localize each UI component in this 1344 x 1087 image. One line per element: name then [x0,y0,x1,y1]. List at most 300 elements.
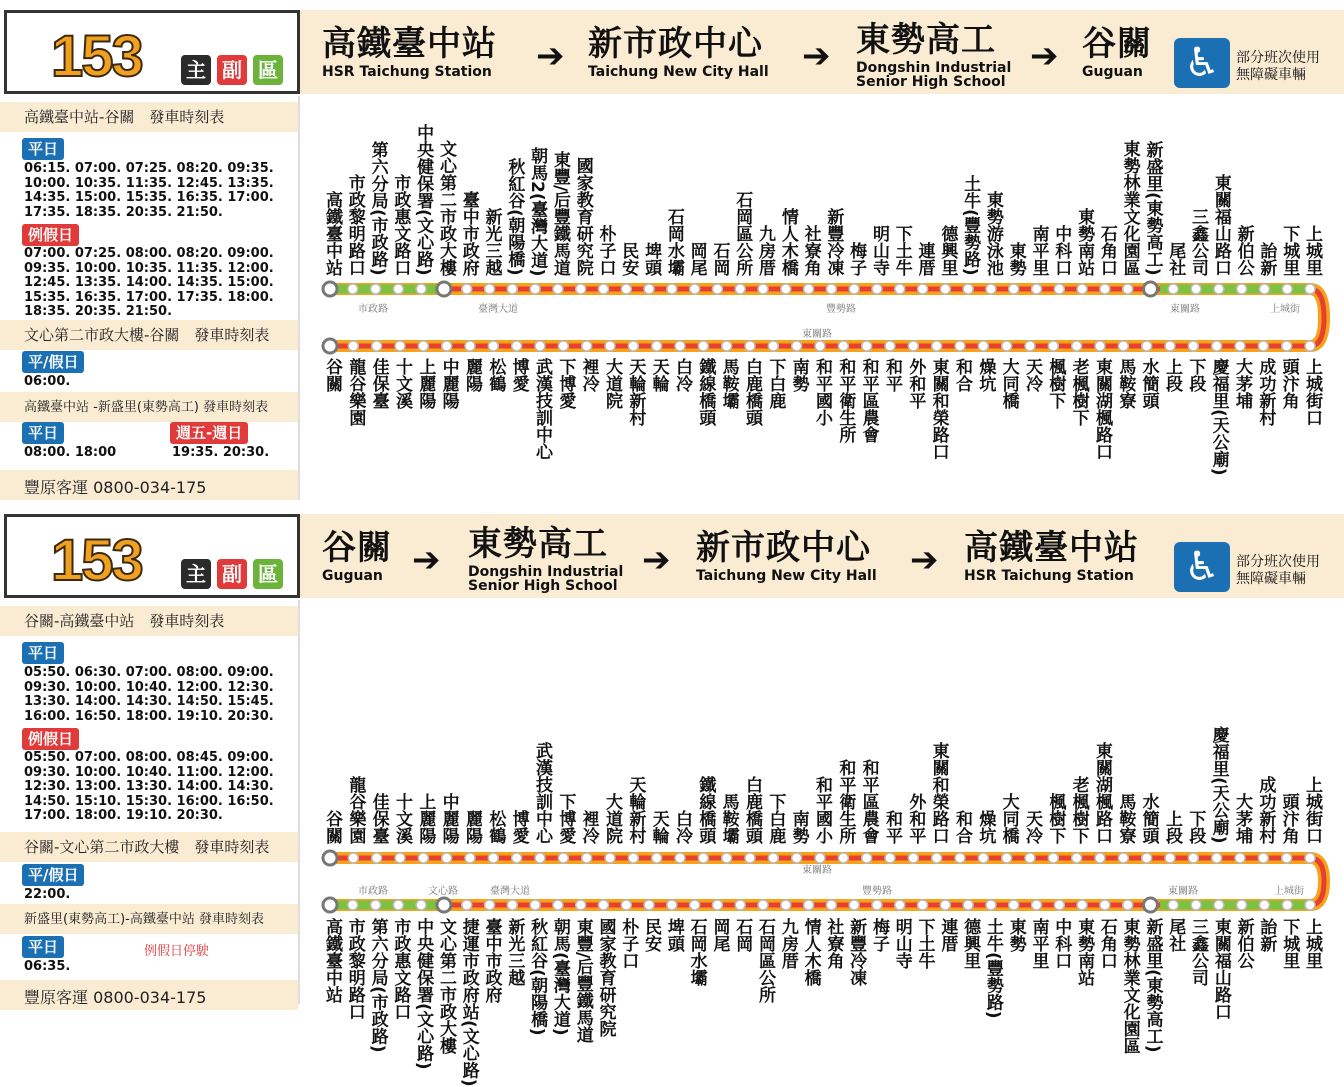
stop-label: 南平里 [1028,225,1049,276]
stop-dot [792,341,802,351]
wheelchair-icon: ♿ [1174,38,1230,88]
stop-dot [418,341,428,351]
stop-dot [1072,341,1082,351]
stop-dot [1188,341,1198,351]
stop-label: 白冷 [672,358,692,392]
all-days-badge: 平/假日 [22,351,84,373]
stop-label: 馬鞍寮 [1115,793,1136,844]
timetable-panel-outbound [0,0,1344,504]
stop-label: 成功新村 [1255,776,1276,844]
stop-dot [1214,284,1224,294]
stop-dot [1123,900,1133,910]
stop-label: 上段 [1162,358,1182,392]
stop-label: 新光三越 [504,918,525,986]
stop-label: 梅子 [868,918,889,952]
stop-dot [735,284,745,294]
weekday-times: 06:15. 07:00. 07:25. 08:20. 09:35. 10:00. 10:35. 11:35. 12:45. 13:35. 14:35. 15:00. 15:35. 16:35. 17:00. 17:35. 18:35. 20:35. 21:50. [24,161,274,220]
stop-dot [792,853,802,863]
stop-label: 燥坑 [975,358,996,392]
stop-label: 裡冷 [578,358,599,392]
stop-dot [955,341,965,351]
stop-label: 秋紅谷(朝陽橋) [527,918,548,1036]
stop-label: 秋紅谷(朝陽橋) [504,158,525,276]
stop-dot [652,341,662,351]
weekday-badge: 平日 [22,422,64,444]
stop-label: 上麗陽 [415,358,436,409]
holiday-times: 07:00. 07:25. 08:00. 08:20. 09:00. 09:35. 10:00. 10:35. 11:35. 12:00. 12:45. 13:35. 14:00. 14:35. 15:00. 15:35. 16:35. 17:00. 17:35. 18:00. 18:35. 20:35. 21:50. [24,246,274,320]
stop-dot [1025,853,1035,863]
stop-label: 明山寺 [891,918,912,969]
stop-label: 東勢游泳池 [982,191,1003,276]
stop-label: 東關和榮路口 [928,358,949,460]
stop-dot [621,284,631,294]
stop-label: 市政黎明路口 [344,918,365,1020]
timetable-sidebar [0,96,300,500]
stop-dot [1168,900,1178,910]
stop-label: 下白鹿 [765,793,786,844]
stop-dot [598,900,608,910]
header-stop-1: 高鐵臺中站 HSR Taichung Station [322,24,497,80]
stop-label: 新盛里(東勢高工) [1142,141,1163,276]
stop-label: 松鶴 [485,810,506,844]
stop-dot [698,341,708,351]
route-logo [4,514,300,598]
stop-label: 下段 [1185,358,1206,392]
stop-label: 市政黎明路口 [344,174,365,276]
stop-dot [667,284,677,294]
stop-label: 馬鞍寮 [1115,358,1136,409]
stop-dot [1235,853,1245,863]
stop-dot [1032,284,1042,294]
stop-dot [690,900,700,910]
stop-label: 東勢林業文化園區 [1119,918,1140,1054]
stop-label: 鐵線橋頭 [695,776,716,844]
stop-label: 臺中市政府 [481,918,502,1003]
stop-label: 新豐冷凍 [823,208,844,276]
stop-dot [393,284,403,294]
stop-dot [908,853,918,863]
stop-label: 頭汴角 [1278,793,1299,844]
stop-dot [838,853,848,863]
stop-dot [758,900,768,910]
stop-dot [1214,900,1224,910]
stop-label: 博愛 [508,810,529,844]
stop-label: 成功新村 [1255,358,1276,426]
stop-label: 東關福山路口 [1210,174,1231,276]
stop-dot [1259,900,1269,910]
stop-dot [395,853,405,863]
stop-dot [862,341,872,351]
stop-dot [722,853,732,863]
stop-dot [918,284,928,294]
stop-dot [849,900,859,910]
road-label: 臺灣大道 [490,886,530,897]
stop-label: 武漢技訓中心 [532,358,552,460]
arrow-icon: ➔ [536,36,565,76]
stop-label: 和平 [882,358,902,392]
stop-label: 和平國小 [812,358,832,426]
stop-dot [323,898,337,912]
stop-dot [781,284,791,294]
stop-dot [1118,341,1128,351]
stop-label: 慶福里(天公廟) [1208,726,1229,844]
tag-sub: 副 [217,55,247,85]
stop-dot [465,341,475,351]
fri-sun-times: 19:35. 20:30. [172,445,270,460]
stop-label: 下段 [1185,810,1206,844]
stop-label: 朴子口 [595,225,616,276]
stop-label: 中央健保署(文心路) [413,124,434,276]
stop-dot [872,900,882,910]
stop-dot [1165,341,1175,351]
stop-dot [1009,284,1019,294]
header-stop-2: 東勢高工 Dongshin Industrial Senior High School [468,524,624,594]
tag-zone: 區 [253,559,283,589]
stop-label: 大茅埔 [1232,358,1252,409]
stop-dot [371,284,381,294]
stop-dot [1212,341,1222,351]
stop-dot [1100,284,1110,294]
timetable-panel-inbound [0,504,1344,1087]
route-header [300,514,1344,598]
stop-dot [1235,341,1245,351]
stop-dot [862,853,872,863]
stop-dot [1191,900,1201,910]
stop-label: 松鶴 [485,358,506,392]
stop-dot [745,853,755,863]
stop-label: 文心第二市政大樓 [435,918,456,1054]
stop-label: 谷關 [322,358,342,392]
stop-dot [442,341,452,351]
stop-label: 石岡 [709,242,730,276]
stop-dot [955,853,965,863]
arrow-icon: ➔ [1030,36,1059,76]
header-stop-2: 新市政中心 Taichung New City Hall [588,24,769,80]
stop-label: 尾社 [1165,918,1186,952]
stop-label: 國家教育研究院 [572,157,593,276]
stop-dot [558,853,568,863]
stop-label: 高鐵臺中站 [322,918,342,1003]
stop-label: 新伯公 [1233,918,1254,969]
stop-label: 石岡區公所 [732,191,753,276]
stop-dot [1188,853,1198,863]
stop-label: 燥坑 [975,810,996,844]
stop-dot [1305,284,1315,294]
stop-dot [465,853,475,863]
stop-dot [488,341,498,351]
stop-dot [530,900,540,910]
stop-label: 朴子口 [618,918,639,969]
stop-dot [371,900,381,910]
stop-label: 石角口 [1096,918,1117,969]
stop-label: 上城里 [1302,918,1322,969]
route-line-svg [300,96,1344,500]
stop-label: 中麗陽 [438,793,459,844]
stop-label: 老楓樹下 [1068,358,1089,426]
stop-label: 三鑫公司 [1188,208,1209,276]
stop-dot [1282,341,1292,351]
stop-dot [598,284,608,294]
stop-label: 白冷 [672,810,692,844]
stop-dot [940,284,950,294]
stop-label: 上麗陽 [415,793,436,844]
stop-dot [437,282,451,296]
stop-dot [1048,853,1058,863]
stop-label: 埤頭 [663,918,684,952]
stop-label: 三鑫公司 [1188,918,1209,986]
stop-dot [652,853,662,863]
route-logo [4,10,300,94]
stop-label: 麗陽 [462,810,482,844]
stop-label: 民安 [641,918,662,952]
stop-label: 天輪 [648,358,669,392]
stop-dot [582,853,592,863]
stop-dot [1305,900,1315,910]
stop-dot [507,284,517,294]
stop-label: 白鹿橋頭 [742,358,762,426]
stop-label: 和合 [952,358,972,392]
stop-dot [963,284,973,294]
section-title: 谷關-文心第二市政大樓 發車時刻表 [0,832,298,862]
stop-dot [1095,853,1105,863]
stop-label: 詒新 [1256,242,1277,276]
stop-dot [1142,853,1152,863]
stop-label: 龍谷樂園 [345,358,366,426]
stop-label: 下土牛 [891,225,912,276]
stop-dot [690,284,700,294]
stop-dot [644,284,654,294]
stop-label: 朝馬2(臺灣大道) [527,146,548,276]
stop-dot [393,900,403,910]
stop-dot [826,900,836,910]
stop-label: 和平國小 [812,776,832,844]
stop-dot [462,284,472,294]
header-stop-1: 谷關 Guguan [322,528,392,584]
stop-label: 岡尾 [686,242,707,276]
stop-label: 天冷 [1022,810,1042,844]
stop-label: 東勢南站 [1074,918,1095,986]
stop-label: 東關湖楓路口 [1092,358,1112,460]
stop-label: 佳保臺 [368,793,389,844]
stop-dot [605,853,615,863]
stop-label: 國家教育研究院 [595,918,616,1037]
stop-dot [1258,341,1268,351]
section-title: 新盛里(東勢高工)-高鐵臺中站 發車時刻表 [0,904,298,934]
stop-label: 南勢 [788,358,809,392]
stop-dot [485,900,495,910]
weekday-times: 05:50. 06:30. 07:00. 08:00. 09:00. 09:30. 10:00. 10:40. 12:00. 12:30. 13:30. 14:00. 14:30. 14:50. 15:45. 16:00. 16:50. 18:00. 19:10. 20:30. [24,665,274,724]
stop-label: 和平區農會 [858,358,879,443]
fri-sun-badge: 週五-週日 [170,422,248,444]
stop-dot [675,341,685,351]
stop-label: 水簡頭 [1138,793,1159,844]
stop-label: 新豐冷凍 [846,918,867,986]
stop-label: 下城里 [1279,918,1300,969]
stop-dot [1305,341,1315,351]
route-number: 153 [51,528,142,593]
stop-label: 中央健保署(文心路) [413,918,434,1070]
stop-label: 石岡水壩 [663,208,684,276]
stop-label: 石角口 [1096,225,1117,276]
stop-label: 東勢林業文化園區 [1119,140,1140,276]
stop-label: 和合 [952,810,972,844]
arrow-icon: ➔ [412,540,441,580]
stop-dot [628,341,638,351]
stop-dot [1237,900,1247,910]
stop-label: 上城街口 [1302,358,1322,426]
stop-label: 佳保臺 [368,358,389,409]
stop-dot [849,284,859,294]
weekday-times: 06:35. [24,959,71,974]
stop-dot [1142,341,1152,351]
stop-label: 大同橋 [998,793,1019,844]
stop-label: 埤頭 [641,242,662,276]
road-label: 市政路 [358,886,388,897]
stop-dot [1282,900,1292,910]
stop-dot [838,341,848,351]
stop-dot [512,341,522,351]
stop-label: 捷運市政府站(文心路) [458,918,479,1087]
stop-dot [722,341,732,351]
stop-dot [1032,900,1042,910]
stop-dot [932,341,942,351]
stop-label: 博愛 [508,358,529,392]
stop-dot [323,339,337,353]
stop-dot [372,853,382,863]
stop-dot [1009,900,1019,910]
stop-dot [667,900,677,910]
road-label: 上城街 [1274,886,1304,897]
stop-label: 高鐵臺中站 [322,191,342,276]
stop-dot [1072,853,1082,863]
stop-dot [416,900,426,910]
stop-dot [582,341,592,351]
stop-label: 詒新 [1256,918,1277,952]
stop-label: 楓樹下 [1045,358,1066,409]
stop-dot [932,853,942,863]
stop-label: 下白鹿 [765,358,786,409]
stop-label: 十文溪 [392,793,412,844]
stop-dot [804,900,814,910]
stop-label: 東關福山路口 [1210,918,1231,1020]
stop-label: 第六分局(市政路) [367,918,388,1053]
stop-dot [1002,853,1012,863]
stop-dot [712,900,722,910]
stop-dot [621,900,631,910]
stop-label: 上城街口 [1302,776,1322,844]
stop-label: 石岡水壩 [686,918,707,986]
stop-dot [1123,284,1133,294]
stop-label: 岡尾 [709,918,730,952]
stop-dot [553,900,563,910]
stop-dot [1025,341,1035,351]
stop-label: 東勢南站 [1074,208,1095,276]
stop-dot [885,853,895,863]
header-stop-4: 高鐵臺中站 HSR Taichung Station [964,528,1139,584]
header-stop-4: 谷關 Guguan [1082,24,1152,80]
stop-dot [437,898,451,912]
stop-dot [895,900,905,910]
route-number: 153 [51,24,142,89]
stop-dot [872,284,882,294]
stop-dot [1259,284,1269,294]
stop-dot [745,341,755,351]
tag-main: 主 [181,559,211,589]
stop-label: 和平 [882,810,902,844]
stop-label: 龍谷樂園 [345,776,366,844]
stop-dot [323,851,337,865]
stop-label: 下土牛 [914,918,935,969]
arrow-icon: ➔ [802,36,831,76]
stop-dot [1118,853,1128,863]
stop-dot [826,284,836,294]
stop-label: 新光三越 [481,208,502,276]
stop-dot [918,900,928,910]
stop-label: 大茅埔 [1232,793,1252,844]
stop-label: 土牛(豐勢路) [982,918,1003,1019]
road-label: 東關路 [1170,304,1200,315]
stop-dot [758,284,768,294]
weekday-badge: 平日 [22,936,64,958]
stop-dot [1258,853,1268,863]
stop-label: 連厝 [937,918,958,952]
stop-label: 新盛里(東勢高工) [1142,918,1163,1053]
stop-label: 德興里 [937,225,958,276]
tag-sub: 副 [217,559,247,589]
stop-label: 朝馬(臺灣大道) [549,918,570,1036]
road-label: 東關路 [802,329,832,340]
holiday-times: 05:50. 07:00. 08:00. 08:45. 09:00. 09:30. 10:00. 10:40. 11:00. 12:00. 12:30. 13:00. 13:30. 14:00. 14:30. 14:50. 15:10. 15:30. 16:00. 16:50. 17:00. 18:00. 19:10. 20:30. [24,750,274,824]
stop-label: 土牛(豐勢路) [960,175,981,276]
stop-dot [1143,898,1157,912]
stop-label: 東勢 [1005,242,1026,276]
stop-label: 文心第二市政大樓 [435,140,456,276]
section-title: 谷關-高鐵臺中站 發車時刻表 [0,606,298,636]
weekday-times: 08:00. 18:00 [24,445,117,460]
stop-label: 武漢技訓中心 [532,742,552,844]
stop-dot [698,853,708,863]
stop-dot [978,341,988,351]
stop-label: 外和平 [905,358,926,409]
stop-label: 馬鞍壩 [718,358,739,409]
route-map [300,600,1344,1087]
road-label: 市政路 [358,304,388,315]
stop-label: 大同橋 [998,358,1019,409]
stop-label: 臺中市政府 [458,191,479,276]
arrow-icon: ➔ [910,540,939,580]
tag-zone: 區 [253,55,283,85]
stop-dot [535,853,545,863]
stop-dot [978,853,988,863]
stop-label: 和平衛生所 [835,358,856,443]
holiday-suspended-note: 例假日停駛 [144,944,210,959]
stop-label: 大道院 [602,793,622,844]
stop-dot [1237,284,1247,294]
stop-dot [1095,341,1105,351]
stop-label: 和平區農會 [858,759,879,844]
stop-label: 新伯公 [1233,225,1254,276]
stop-label: 明山寺 [868,225,889,276]
stop-dot [1100,900,1110,910]
road-label: 豐勢路 [862,886,892,897]
weekday-badge: 平日 [22,138,64,160]
stop-dot [1143,282,1157,296]
holiday-badge: 例假日 [22,728,79,750]
road-label: 東關路 [802,865,832,876]
header-stop-3: 新市政中心 Taichung New City Hall [696,528,877,584]
stop-label: 德興里 [960,918,981,969]
stop-dot [768,853,778,863]
